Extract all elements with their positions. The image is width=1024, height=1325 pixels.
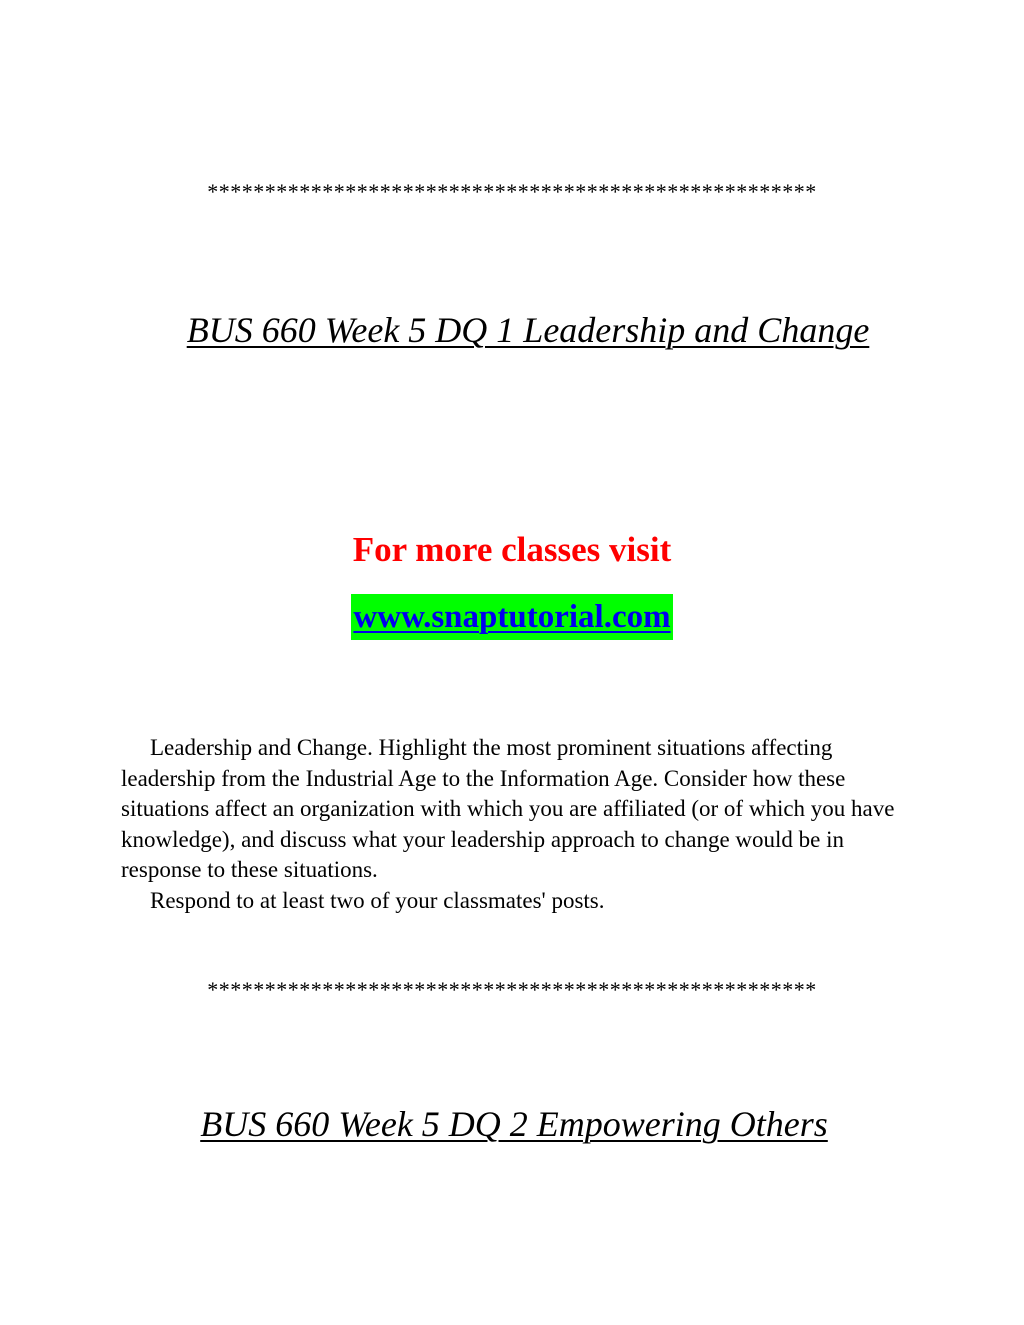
snaptutorial-link[interactable]: www.snaptutorial.com [351, 594, 672, 640]
promo-link-container [0, 594, 1024, 640]
body-paragraph-1: Leadership and Change. Highlight the most prominent situations affecting leadership from the Industrial Age to the Information Age. Consider how these situations affect an organization with which you are affiliated (or of which you have knowledge), and discuss what your leadership approach to change would be in response to these situations. [121, 735, 895, 883]
section-heading-dq1: BUS 660 Week 5 DQ 1 Leadership and Change [186, 310, 870, 350]
promo-text: For more classes visit [352, 530, 672, 569]
question-body [121, 733, 911, 917]
section-heading-dq2: BUS 660 Week 5 DQ 2 Empowering Others [200, 1104, 828, 1144]
separator-top: ***************************************************** [207, 179, 817, 204]
separator-bottom: ***************************************************** [207, 977, 817, 1002]
body-paragraph-2: Respond to at least two of your classmates' posts. [150, 887, 605, 913]
